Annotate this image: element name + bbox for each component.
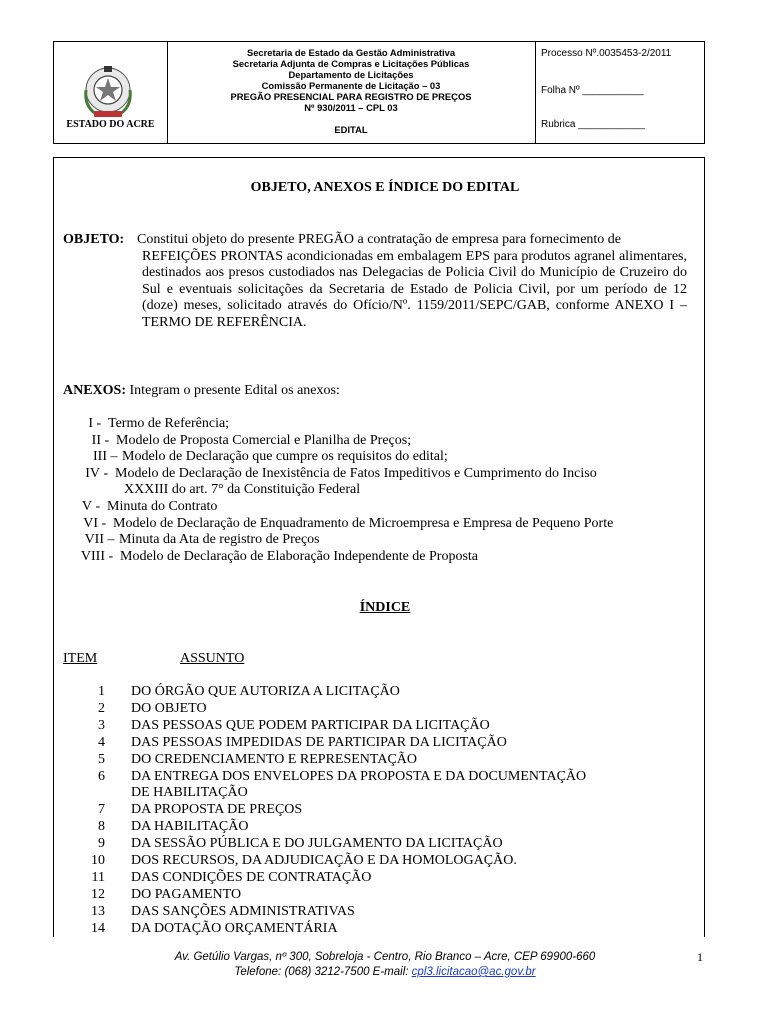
anexo-separator: -	[105, 548, 117, 564]
process-number: Processo Nº.0035453-2/2011	[541, 48, 672, 59]
agency-lines	[167, 47, 535, 113]
index-item-subject: DA SESSÃO PÚBLICA E DO JULGAMENTO DA LICITAÇÃO	[131, 836, 503, 852]
agency-line: Secretaria de Estado da Gestão Administrativa	[246, 47, 456, 58]
index-item-number: 8	[98, 819, 105, 835]
index-item-subject: DO OBJETO	[131, 700, 207, 716]
index-item-number: 3	[98, 717, 105, 733]
objeto-first-line	[63, 232, 687, 249]
anexo-text: Modelo de Declaração de Enquadramento de Microempresa e Empresa de Pequeno Porte	[113, 515, 614, 531]
index-item-number: 10	[91, 853, 105, 868]
anexos-label: ANEXOS:	[63, 383, 127, 398]
index-item-subject: DA PROPOSTA DE PREÇOS	[131, 802, 303, 818]
footer-address: Av. Getúlio Vargas, nº 300, Sobreloja - Centro, Rio Branco – Acre, CEP 69900-660	[174, 951, 596, 963]
index-item-subject: DAS SANÇÕES ADMINISTRATIVAS	[131, 903, 355, 919]
anexos-intro-text: Integram o presente Edital os anexos:	[129, 383, 340, 398]
index-item-number: 13	[91, 903, 105, 919]
coat-of-arms-icon	[80, 64, 136, 120]
anexo-text: Minuta da Ata de registro de Preços	[119, 532, 320, 548]
anexo-text: Modelo de Declaração de Elaboração Independente de Proposta	[120, 548, 479, 564]
agency-line: PREGÃO PRESENCIAL PARA REGISTRO DE PREÇOS	[230, 91, 472, 102]
index-item-number: 4	[98, 734, 105, 750]
state-label: ESTADO DO ACRE	[66, 119, 155, 130]
anexo-separator: -	[92, 499, 104, 514]
index-item-number: 12	[91, 886, 105, 902]
index-item-number: 2	[98, 700, 105, 716]
column-header-item: ITEM	[63, 651, 98, 666]
anexo-numeral: V	[81, 499, 92, 514]
index-item-number: 11	[91, 869, 105, 885]
header-agency-cell	[167, 42, 536, 143]
anexo-text: Minuta do Contrato	[107, 499, 218, 514]
index-item-number: 1	[98, 684, 105, 699]
anexo-numeral: IV	[85, 465, 100, 481]
anexo-numeral: I	[88, 416, 93, 431]
agency-line: Nº 930/2011 – CPL 03	[304, 102, 398, 113]
footer-phone: Telefone: (068) 3212-7500 E-mail:	[234, 966, 409, 978]
anexo-numeral: VII	[84, 532, 104, 548]
agency-line: Comissão Permanente de Licitação – 03	[261, 80, 441, 91]
folha-field: Folha Nº ___________	[541, 85, 644, 96]
document-header	[53, 41, 705, 144]
indice-title: ÍNDICE	[359, 600, 411, 615]
index-item-subject: DO PAGAMENTO	[131, 886, 242, 902]
index-item-number: 7	[98, 802, 105, 818]
header-process-cell	[535, 42, 704, 143]
index-item-subject: DAS CONDIÇÕES DE CONTRATAÇÃO	[131, 869, 372, 885]
index-item-subject: DO CREDENCIAMENTO E REPRESENTAÇÃO	[131, 751, 418, 767]
index-item-subject: DAS PESSOAS QUE PODEM PARTICIPAR DA LICITAÇÃO	[131, 717, 490, 733]
anexo-numeral: III	[93, 449, 107, 465]
anexo-text: Modelo de Declaração que cumpre os requisitos do edital;	[122, 449, 448, 465]
index-item-number: 14	[91, 920, 105, 936]
anexo-numeral: VIII	[80, 548, 105, 564]
anexo-text: Modelo de Proposta Comercial e Planilha de Preços;	[116, 432, 412, 448]
page-title: OBJETO, ANEXOS E ÍNDICE DO EDITAL	[250, 180, 520, 195]
index-item-subject: DA DOTAÇÃO ORÇAMENTÁRIA	[131, 920, 338, 936]
page-number: 1	[697, 950, 703, 964]
index-item-subject: DOS RECURSOS, DA ADJUDICAÇÃO E DA HOMOLOGAÇÃO.	[131, 853, 517, 868]
index-item-subject: DA HABILITAÇÃO	[131, 819, 249, 835]
index-item-subject: DE HABILITAÇÃO	[131, 785, 248, 801]
index-item-number: 5	[98, 751, 105, 767]
anexo-separator: –	[104, 532, 118, 548]
index-item-subject: DO ÓRGÃO QUE AUTORIZA A LICITAÇÃO	[131, 684, 400, 699]
agency-line: Departamento de Licitações	[288, 69, 414, 80]
index-item-subject: DAS PESSOAS IMPEDIDAS DE PARTICIPAR DA LICITAÇÃO	[131, 734, 507, 750]
anexo-text: Termo de Referência;	[108, 416, 230, 431]
anexo-separator: -	[93, 416, 105, 431]
anexo-separator: -	[101, 432, 113, 448]
index-item-number: 9	[98, 836, 105, 852]
anexo-text: Modelo de Declaração de Inexistência de Fatos Impeditivos e Cumprimento do Inciso	[115, 465, 597, 481]
anexo-text-continuation: XXXIII do art. 7° da Constituição Federal	[124, 482, 361, 498]
anexo-separator: –	[107, 449, 121, 465]
header-logo-cell	[54, 42, 168, 143]
footer-email-link[interactable]: cpl3.licitacao@ac.gov.br	[411, 966, 536, 978]
index-item-number: 6	[98, 768, 105, 784]
anexo-numeral: II	[91, 432, 101, 448]
objeto-label: OBJETO:	[63, 232, 125, 247]
anexos-intro	[63, 383, 340, 399]
footer-contact	[0, 965, 770, 980]
index-item-subject: DA ENTREGA DOS ENVELOPES DA PROPOSTA E DA DOCUMENTAÇÃO	[131, 768, 587, 784]
rubrica-field: Rubrica ____________	[541, 119, 645, 130]
column-header-assunto: ASSUNTO	[180, 651, 245, 666]
objeto-first-line-text: Constitui objeto do presente PREGÃO a contratação de empresa para fornecimento de	[137, 232, 622, 247]
agency-line: Secretaria Adjunta de Compras e Licitações Públicas	[232, 58, 470, 69]
anexo-separator: -	[98, 515, 110, 531]
anexo-numeral: VI	[83, 515, 98, 531]
page-footer	[0, 950, 770, 980]
objeto-body: REFEIÇÕES PRONTAS acondicionadas em embalagem EPS para produtos agranel alimentares, destinados aos presos custodiados nas Delegacias de Policia Civil do Município de Cruzeiro do Sul e eventuais solicitações da Secretaria de Estado de Policia Civil, por um período de 12 (doze) meses, solicitado através do Ofício/Nº. 1159/2011/SEPC/GAB, conforme ANEXO I – TERMO DE REFERÊNCIA.	[142, 248, 687, 330]
edital-label: EDITAL	[334, 124, 368, 135]
anexo-separator: -	[100, 465, 112, 481]
